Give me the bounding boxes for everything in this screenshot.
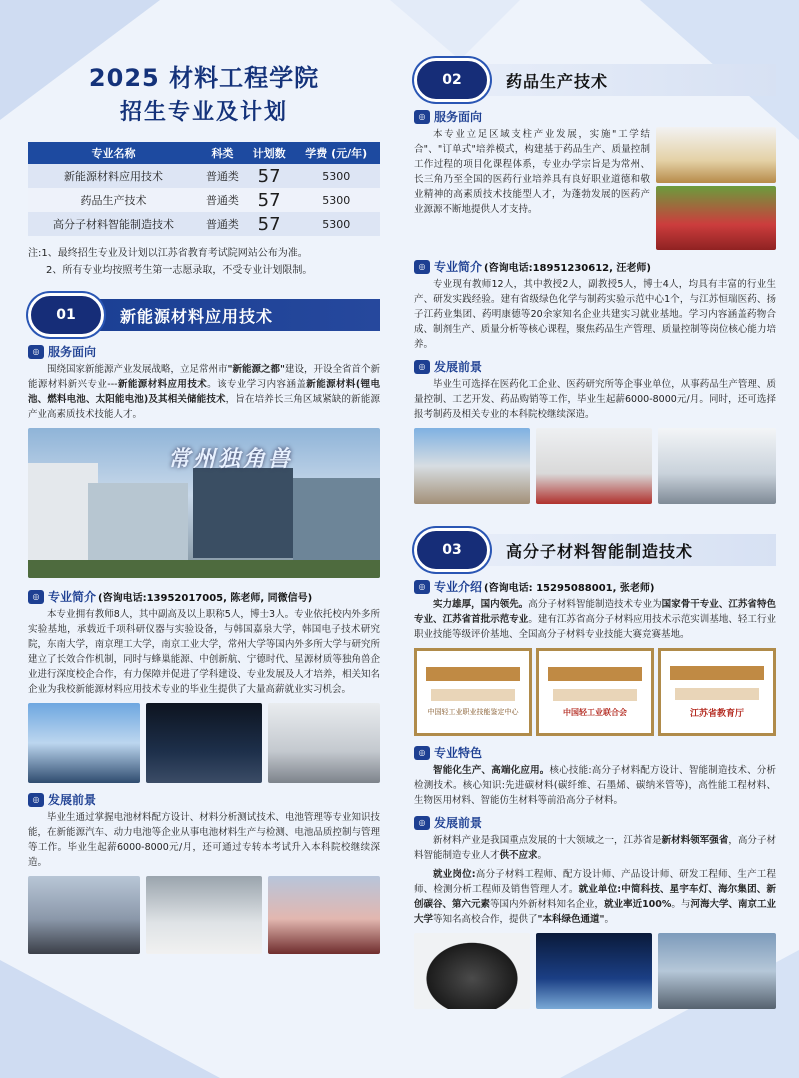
feature-icon: ◎: [414, 746, 430, 760]
title-line-2: 招生专业及计划: [119, 100, 288, 125]
workshop-photo: [146, 876, 262, 954]
prospect-paragraph: [414, 833, 776, 863]
plaque-title-bar: [426, 667, 520, 681]
service-heading-text: 服务面向: [434, 110, 483, 124]
table-row: [28, 212, 380, 236]
section-number: 02: [414, 58, 490, 102]
plan-table: [28, 142, 380, 236]
note-2: 2、所有专业均按照考生第一志愿录取，不受专业计划限制。: [46, 265, 313, 276]
section-title: 新能源材料应用技术: [120, 307, 274, 326]
plan-table-header: [28, 142, 380, 164]
intro-paragraph: 本专业拥有教师8人，其中副高及以上职称5人，博士3人。专业依托校内外多所实验基地，承载近千项科研仪器与实验设备，与韩国嘉泉大学，韩国电子技术研究院，东南大学，南京理工大学，南京工业大学，常州大学等国内外多所大学与研究所建立了长效合作机制，同时与蜂巢能源、中创新航、宁德时代、星源材质等独角兽企业进行深度校企合作，有力保障并促进了学科建设、专业发展及人才培养，相关知名企业为我校新能源材料应用技术专业的毕业生提供了大量高薪就业实习机会。: [28, 609, 380, 695]
text-bold: 新材料领军强省: [661, 835, 729, 846]
intro-icon: ◎: [414, 260, 430, 274]
text-bold: "新能源之都": [227, 364, 285, 375]
text-span: 新材料产业是我国重点发展的十大领域之一，江苏省是: [433, 835, 662, 846]
left-column: [28, 58, 380, 954]
intro-paragraph: 专业现有教师12人，其中教授2人，副教授5人，博士4人，均具有丰富的行业生产、研发实践经验。建有省级绿色化学与制药实验示范中心1个，与江苏恒瑞医药、扬子江药业集团、药明康德等20余家知名企业共建实习就业基地。学习内容涵盖药物合成、制剂生产、质量分析等核心课程，聚焦药品生产管理、质量控制等岗位核心能力培养。: [414, 279, 776, 350]
text-bold: 新能源材料(锂电池、燃料电池、太阳能电池)及其相关储能技术: [28, 379, 380, 405]
campus-building-photo: [414, 428, 530, 504]
text-span: 。该专业学习内容涵盖: [207, 379, 307, 390]
text-span: ，旨在培养长三角区域紧缺的新能源产业高素质技术技能人才。: [28, 394, 380, 420]
cell-fee: 5300: [292, 212, 380, 236]
notes: [28, 245, 380, 279]
prospect-icon: ◎: [414, 816, 430, 830]
right-column: [414, 58, 776, 1009]
certificate-plaque: [536, 648, 654, 736]
note-1: 注:1、最终招生专业及计划以江苏省教育考试院网站公布为准。: [28, 248, 308, 259]
plaque-text-bar: [553, 689, 636, 701]
lab-student-photo: [536, 428, 652, 504]
service-icon: ◎: [414, 110, 430, 124]
photo-row-4: [414, 933, 776, 1009]
section-bar: [444, 64, 776, 96]
cell-fee: 5300: [292, 164, 380, 188]
text-span: 核心技能:高分子材料配方设计、智能制造技术、分析检测技术。核心知识:先进碳材料(碳纤维、石墨烯、碳纳米管等)，高性能工程材料、生物医用材料、智能仿生材料等前沿高分子材料。: [414, 765, 776, 806]
section-title: 药品生产技术: [506, 72, 609, 91]
certificate-plaque: [414, 648, 532, 736]
text-span: 。与: [671, 899, 691, 910]
jobs-paragraph: [414, 867, 776, 927]
intro-heading-text: 专业简介: [48, 590, 97, 604]
service-paragraph: [28, 362, 380, 422]
battery-lab-photo: [146, 703, 262, 783]
text-bold: 就业单位:: [578, 884, 622, 895]
intro-icon: ◎: [28, 590, 44, 604]
prospect-icon: ◎: [414, 360, 430, 374]
intro-contact: (咨询电话:18951230612, 汪老师): [484, 263, 651, 274]
section-number: 01: [28, 293, 104, 337]
prospect-icon: ◎: [28, 793, 44, 807]
intro-heading-text: 专业简介: [434, 260, 483, 274]
intro-icon: ◎: [414, 580, 430, 594]
text-span: 高分子材料工程师、配方设计师、产品设计师、研发工程师、生产工程师、检测分析工程师及销售管理人才。: [414, 869, 776, 895]
text-span: 。: [604, 914, 614, 925]
text-bold: 国家骨干专业、江苏省特色专业、江苏省首批示范专业: [414, 599, 776, 625]
text-bold: 新能源材料应用技术: [117, 379, 208, 390]
unicorn-banner-photo: [28, 428, 380, 578]
pharma-product-photo: [656, 127, 776, 183]
carbon-car-photo: [414, 933, 530, 1009]
prospect-paragraph: 毕业生可选择在医药化工企业、医药研究所等企事业单位，从事药品生产管理、质量控制、工艺开发、药品购销等工作，毕业生起薪6000-8000元/月。同时，还可选择报考制药及相关专业的本科院校继续深造。: [414, 379, 776, 420]
col-header-name: 专业名称: [28, 142, 199, 164]
text-bold: 就业岗位:: [433, 869, 476, 880]
service-block: [414, 125, 776, 250]
prospect-paragraph: 毕业生通过掌握电池材料配方设计、材料分析测试技术、电池管理等专业知识技能，在新能源汽车、动力电池等企业从事电池材料生产与检测、电池品质控制与管理等工作。毕业生起薪6000-8000元/月，还可通过专转本考试升入本科院校继续深造。: [28, 812, 380, 868]
feature-heading: [414, 744, 776, 761]
text-bold: 河海大学、南京工业大学: [414, 899, 776, 925]
text-span: 等知名高校合作，提供了: [433, 914, 538, 925]
prospect-heading: [28, 791, 380, 808]
photo-row-2: [28, 876, 380, 954]
text-bold: "本科绿色通道": [537, 914, 605, 925]
prospect-heading: [414, 814, 776, 831]
text-span: 等国内外新材料知名企业，: [490, 899, 605, 910]
text-bold: 智能化生产、高端化应用。: [433, 765, 550, 776]
section-title: 高分子材料智能制造技术: [506, 542, 694, 561]
volunteer-photo: [656, 186, 776, 250]
satellite-photo: [536, 933, 652, 1009]
plaque-issuer: 中国轻工业联合会: [563, 707, 627, 717]
certificate-row: [414, 648, 776, 736]
prospect-heading-text: 发展前景: [48, 793, 97, 807]
service-heading: [414, 108, 776, 125]
lab-instrument-photo: [658, 428, 776, 504]
plaque-issuer: 江苏省教育厅: [689, 708, 744, 719]
text-span: 围绕国家新能源产业发展战略，立足常州市: [47, 364, 228, 375]
text-span: 高分子材料智能制造技术专业为: [528, 599, 662, 610]
cell-count: 57: [246, 188, 293, 212]
building-shape: [193, 468, 293, 558]
cell-type: 普通类: [199, 212, 246, 236]
section-number: 03: [414, 528, 490, 572]
photo-row-3: [414, 428, 776, 504]
intro-contact: (咨询电话:13952017005, 陈老师, 同微信号): [98, 593, 313, 604]
cell-fee: 5300: [292, 188, 380, 212]
cell-name: 药品生产技术: [28, 188, 199, 212]
cell-count: 57: [246, 212, 293, 236]
intro-heading-text: 专业介绍: [434, 580, 483, 594]
feature-heading-text: 专业特色: [434, 746, 483, 760]
ground-shape: [28, 560, 380, 578]
cell-name: 新能源材料应用技术: [28, 164, 199, 188]
plaque-issuer: 中国轻工业职业技能鉴定中心: [427, 708, 519, 716]
intro-paragraph: [414, 597, 776, 642]
solar-panel-photo: [28, 703, 140, 783]
cell-count: 57: [246, 164, 293, 188]
text-span: 建设，开设全省首个新能源材料新兴专业---: [28, 364, 380, 390]
building-shape: [88, 483, 188, 563]
photo-row-1: [28, 703, 380, 783]
title-line-1: 2025 材料工程学院: [88, 64, 320, 92]
col-header-fee: 学费 (元/年): [292, 142, 380, 164]
service-heading-text: 服务面向: [48, 345, 97, 359]
plaque-text-bar: [431, 689, 514, 701]
cell-type: 普通类: [199, 164, 246, 188]
section-01-header: [28, 293, 380, 337]
table-row: [28, 164, 380, 188]
text-span: 。: [537, 850, 548, 861]
pharma-photos: [656, 127, 776, 250]
service-heading: [28, 343, 380, 360]
text-span: ，高分子材料智能制造专业人才: [414, 835, 776, 861]
plaque-title-bar: [670, 666, 764, 680]
intro-heading: [28, 588, 380, 605]
building-shape: [293, 478, 380, 563]
feature-paragraph: [414, 763, 776, 808]
text-bold: 就业率近100%: [604, 899, 672, 910]
group-photo: [268, 876, 380, 954]
service-paragraph: 本专业立足区域支柱产业发展，实施"工学结合"、"订单式"培养模式，构建基于药品生产、质量控制工作过程的项目化课程体系，专业办学宗旨是为常州、长三角乃至全国的医药行业培养具有良好职业道德和敬业精神的高素质技术技能型人才，为蓬勃发展的医药产业源源不断地提供人才支持。: [414, 129, 650, 215]
cell-name: 高分子材料智能制造技术: [28, 212, 199, 236]
col-header-type: 科类: [199, 142, 246, 164]
plaque-title-bar: [548, 667, 642, 681]
text-bold: 中简科技、星宇车灯、海尔集团、新创碳谷、第六元素: [414, 884, 776, 910]
cell-type: 普通类: [199, 188, 246, 212]
table-row: [28, 188, 380, 212]
text-bold: 实力雄厚，国内领先。: [433, 599, 529, 610]
ev-charging-photo: [268, 703, 380, 783]
plaque-text-bar: [675, 688, 758, 700]
intro-contact: (咨询电话: 15295088001, 张老师): [484, 583, 655, 594]
prospect-heading-text: 发展前景: [434, 360, 483, 374]
service-icon: ◎: [28, 345, 44, 359]
page-title: [28, 58, 380, 126]
fighter-jet-photo: [658, 933, 776, 1009]
prospect-heading: [414, 358, 776, 375]
text-bold: 供不应求: [499, 850, 538, 861]
text-span: 。建有江苏省高分子材料应用技术示范实训基地、轻工行业职业技能等级评价基地、全国高分子材料专业技能大赛竞赛基地。: [414, 614, 776, 640]
prospect-heading-text: 发展前景: [434, 816, 483, 830]
company-visit-photo: [28, 876, 140, 954]
col-header-count: 计划数: [246, 142, 293, 164]
intro-heading: [414, 258, 776, 275]
section-03-header: [414, 528, 776, 572]
certificate-plaque: [658, 648, 776, 736]
intro-heading: [414, 578, 776, 595]
section-02-header: [414, 58, 776, 102]
banner-slogan: 常州独角兽: [168, 447, 294, 472]
